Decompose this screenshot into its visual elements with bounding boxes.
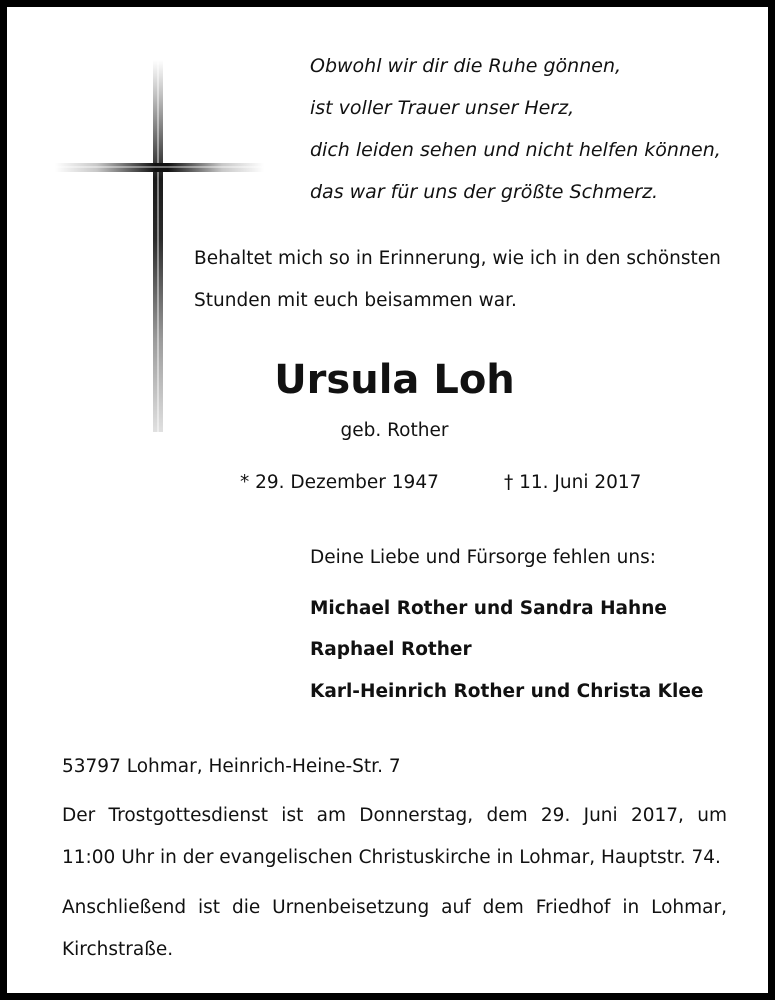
service-line-1: Der Trostgottesdienst ist am Donnerstag, dem 29. Juni 2017, um: [62, 805, 727, 826]
mourners-intro: Deine Liebe und Fürsorge fehlen uns:: [310, 547, 656, 568]
address: 53797 Lohmar, Heinrich-Heine-Str. 7: [62, 756, 401, 777]
quote-line-1: Behaltet mich so in Erinnerung, wie ich in den schönsten: [194, 248, 721, 269]
poem-line-1: Obwohl wir dir die Ruhe gönnen,: [310, 55, 622, 77]
death-date: † 11. Juni 2017: [504, 472, 642, 493]
maiden-name: geb. Rother: [340, 420, 449, 441]
service-line-2: 11:00 Uhr in der evangelischen Christuskirche in Lohmar, Hauptstr. 74.: [62, 847, 721, 868]
deceased-name: Ursula Loh: [274, 357, 515, 403]
mourner-name: Michael Rother und Sandra Hahne: [310, 598, 667, 619]
poem-line-3: dich leiden sehen und nicht helfen können,: [310, 139, 721, 161]
mourner-name: Raphael Rother: [310, 639, 472, 660]
burial-line-2: Kirchstraße.: [62, 939, 174, 960]
birth-date: * 29. Dezember 1947: [240, 472, 439, 493]
quote-line-2: Stunden mit euch beisammen war.: [194, 290, 517, 311]
poem-line-4: das war für uns der größte Schmerz.: [310, 181, 659, 203]
cross-horizontal-beam: [55, 163, 264, 172]
mourner-name: Karl-Heinrich Rother und Christa Klee: [310, 681, 704, 702]
poem-line-2: ist voller Trauer unser Herz,: [310, 97, 575, 119]
burial-line-1: Anschließend ist die Urnenbeisetzung auf dem Friedhof in Lohmar,: [62, 897, 727, 918]
